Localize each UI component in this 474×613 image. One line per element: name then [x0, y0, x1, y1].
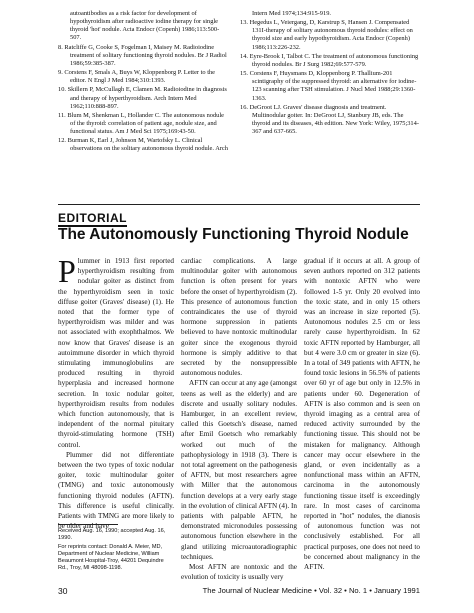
paragraph: Plummer did not differentiate between the two types of toxic nodular goiter, toxic multinodular goiter (TMNG) and toxic autonomously functioning thyroid nodules (AFTN). This difference is useful clinically. Patients with TMNG are more likely to be older and have	[58, 450, 174, 531]
reference-15: 15. Corstens F, Huysmans D, Kloppenborg P. Thallium-201 scintigraphy of the suppressed thyroid: an alternative for iodine-123 scanning after TSH stimulation. J Nucl Med 1988;29:1360-1363.	[240, 70, 417, 102]
paragraph: Most AFTN are nontoxic and the evolution of toxicity is usually very	[181, 563, 297, 582]
reference-10: 10. Skillern P, McCullagh E, Clamen M. Radioiodine in diagnosis and therapy of hyperthyroidism. Arch Intern Med 1962;110:888-897.	[58, 86, 227, 110]
paragraph: gradual if it occurs at all. A group of seven authors reported on 312 patients with nontoxic AFTN who were followed 1-5 yr. Only 20 evolved into the toxic state, and in only 15 others was an increase in size reported (5). Autonomous nodules 2.5 cm or less rarely cause hyperthyroidism. In 62 toxic AFTN reported by Hamburger, all but 4 were 3.0 cm or greater in size (6). In a total of 349 patients with AFTN, he found toxic lesions in 56.5% of patients over 60 yr of age but only in 12.5% in patients under 60. Degeneration of AFTN is also common and is seen on thyroid imaging as a central area of reduced activity surrounded by the functioning tissue. This should not be mistaken for malignancy. Although cancer may occur elsewhere in the gland, or even incidentally as a nonfunctional mass within an AFTN, carcinoma in the autonomously functioning tissue itself is exceedingly rare. In most cases of carcinoma reported in "hot" nodules, the dianosis of autonomous function was not conclusively established. For all practical purposes, one does not need to be concerned about malignancy in the AFTN.	[304, 257, 420, 572]
reference-11: 11. Blum M, Shenkman L, Hollander C. The autonomous nodule of the thyroid: correlation of patient age, nodule size, and functional status. Am J Med Sci 1975;169:43-50.	[58, 111, 224, 136]
reference-13: 13. Hegedus L, Veiergang, D, Karstrup S, Hansen J. Compensated 131I-therapy of solitary autonomous thyroid nodules: effect on thyroid size and early hypothyroidism. Acta Endocr (Copenh) 1986;113:226-232.	[240, 19, 413, 51]
journal-footer: The Journal of Nuclear Medicine • Vol. 32 • No. 1 • January 1991	[202, 586, 420, 595]
reference-12: 12. Burman K, Earl J, Johnson M, Wartofsky L. Clinical observations on the solitary autonomous thyroid nodule. Arch	[58, 137, 228, 153]
body-column-1	[58, 253, 174, 531]
paragraph: Plummer in 1913 first reported hyperthyroidism resulting from nodular goiter as distinct from the hyperthyroidism seen in toxic diffuse goiter (Graves' disease) (1). He noted that the former type of hyperthyroidism was milder and was not associated with exophthalmos. We now know that Graves' disease is an autoimmune disorder in which thyroid stimulating immunoglobulins are produced resulting in thyroid hyperplasia and increased hormone secretion. In toxic nodular goiter, hyperthyroidism results from nodules which function autonomously, that is independent of the normal pituitary thyroid-stimulating hormone (TSH) control.	[58, 253, 174, 449]
references-left-column	[58, 10, 230, 155]
article-title: The Autonomously Functioning Thyroid Nodule	[58, 226, 409, 243]
drop-cap: P	[58, 253, 76, 289]
paragraph: AFTN can occur at any age (amongst teens as well as the elderly) and are discrete and usually solitary nodules. Hamburger, in an excellent review, called this Goetsch's disease, named after Emil Goetsch who remarkably worked out much of the pathophysiology in 1918 (3). There is not total agreement on the pathogenesis of AFTN, but most researchers agree with Miller that the autonomous function develops at a very early stage in the evolution of clinical AFTN (4). In patients with palpable AFTN, he demonstrated micronodules possessing autonomous function elsewhere in the gland utilizing microautoradiographic techniques.	[181, 379, 297, 561]
reference-12-continued: Intern Med 1974;134:915-919.	[252, 10, 331, 17]
received-note: Received Aug. 16, 1990; accepted Aug. 16, 1990.	[58, 528, 166, 541]
paragraph: cardiac complications. A large multinodular goiter with autonomous function is often present for years before the onset of hyperthyroidism (2). This presence of autonomous function contraindicates the use of thyroid hormone suppression in patients believed to have nontoxic multinodular goiter since the exogenous thyroid hormone is simply additive to that secreted by the nonsuppressible autonomous nodules.	[181, 257, 297, 378]
footnote-divider	[58, 524, 118, 525]
reference-16: 16. DeGroot LJ. Graves' disease diagnosis and treatment. Multinodular goiter. In: DeGroot LJ, Stanbury JB, eds. The thyroid and its diseases, 4th edition. New York: Wiley, 1975;314-367 and 637-665.	[240, 103, 419, 136]
reference-14: 14. Eyre-Brook I, Talbot C. The treatment of autonomous functioning thyroid nodules. Br J Surg 1982;69:577-579.	[240, 52, 419, 68]
body-column-2	[181, 256, 297, 583]
footnote	[58, 528, 174, 574]
reference-9: 9. Corstens F, Smals A, Buys W, Kloppenborg P. Letter to the editor. N Engl J Med 1984;310:1393.	[58, 69, 216, 85]
reprints-note: For reprints contact: Donald A. Meier, MD, Department of Nuclear Medicine, William Beaumont Hospital-Troy, 44201 Dequindre Rd., Troy, MI 48098-1198.	[58, 544, 164, 571]
reference-8: 8. Ratcliffe G, Cooke S, Fogelman I, Maisey M. Radioiodine treatment of solitary functioning thyroid nodules. Br J Radiol 1986;59:385-387.	[58, 43, 227, 67]
references-right-column	[240, 10, 420, 137]
section-divider	[58, 204, 420, 205]
reference-7-continued: autoantibodies as a risk factor for development of hypothyroidism after radioactive iodine therapy for single thyroid 'hot' nodule. Acta Endocr (Copenh) 1986;113:500-507.	[70, 10, 220, 42]
body-column-3	[304, 256, 420, 572]
page-number: 30	[58, 586, 68, 596]
section-label: EDITORIAL	[58, 211, 127, 225]
